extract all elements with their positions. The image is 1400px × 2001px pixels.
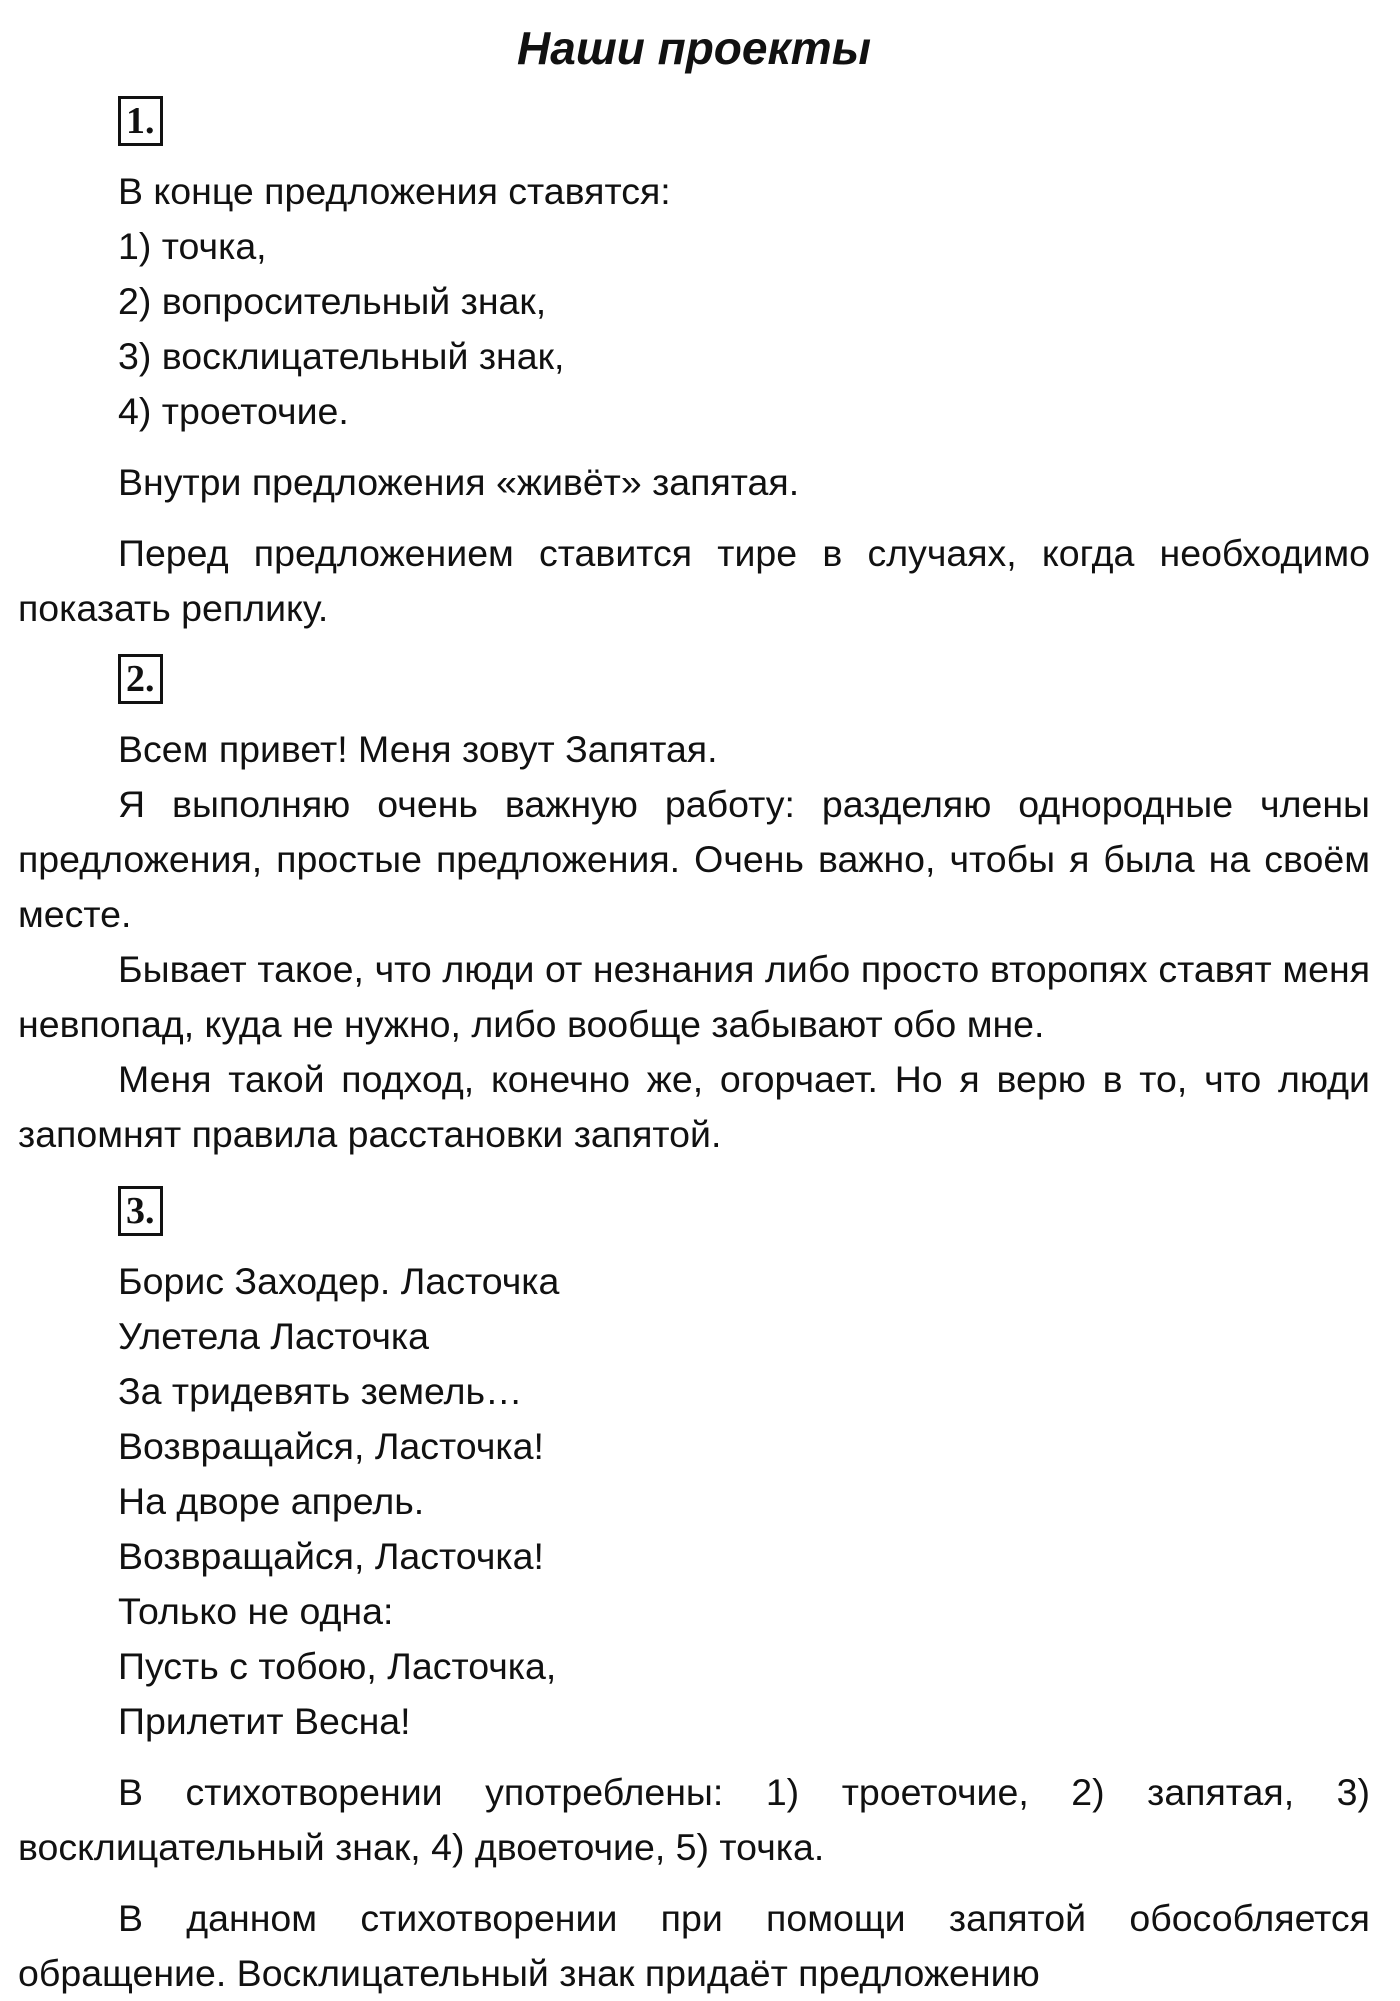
poem-line: Возвращайся, Ласточка!	[118, 1425, 544, 1467]
poem-line: Только не одна:	[118, 1590, 394, 1632]
poem-line: Возвращайся, Ласточка!	[118, 1535, 544, 1577]
section-number-badge: 2.	[118, 654, 163, 704]
body-paragraph: Меня такой подход, конечно же, огорчает. Но я верю в то, что люди запомнят правила расстановки запятой.	[18, 1058, 1370, 1155]
analysis-paragraph: В стихотворении употреблены: 1) троеточие, 2) запятая, 3) восклицательный знак, 4) двоеточие, 5) точка.	[18, 1771, 1370, 1868]
dash-note-paragraph: Перед предложением ставится тире в случаях, когда необходимо показать реплику.	[18, 532, 1370, 629]
greeting-line: Всем привет! Меня зовут Запятая.	[118, 728, 718, 770]
list-item: 2) вопросительный знак,	[118, 280, 547, 322]
poem-line: За тридевять земель…	[118, 1370, 523, 1412]
section-number-badge: 3.	[118, 1186, 163, 1236]
section-2-header	[18, 650, 1370, 708]
poem-line: Улетела Ласточка	[118, 1315, 429, 1357]
list-item: 1) точка,	[118, 225, 267, 267]
section-number-badge: 1.	[118, 96, 163, 146]
body-paragraph: Я выполняю очень важную работу: разделяю однородные члены предложения, простые предложения. Очень важно, чтобы я была на своём месте.	[18, 783, 1370, 935]
body-paragraph: Бывает такое, что люди от незнания либо просто второпях ставят меня невпопад, куда не нужно, либо вообще забывают обо мне.	[18, 948, 1370, 1045]
poem-line: Пусть с тобою, Ласточка,	[118, 1645, 557, 1687]
document-page	[18, 0, 1370, 2000]
list-intro: В конце предложения ставятся:	[118, 170, 671, 212]
inside-note: Внутри предложения «живёт» запятая.	[118, 461, 800, 503]
poem-line: Прилетит Весна!	[118, 1700, 411, 1742]
page-title: Наши проекты	[517, 22, 871, 74]
list-item: 4) троеточие.	[118, 390, 349, 432]
section-1-header	[18, 92, 1370, 150]
poem-title: Борис Заходер. Ласточка	[118, 1260, 560, 1302]
list-item: 3) восклицательный знак,	[118, 335, 565, 377]
poem-line: На дворе апрель.	[118, 1480, 425, 1522]
analysis-paragraph: В данном стихотворении при помощи запятой обособляется обращение. Восклицательный знак придаёт предложению	[18, 1897, 1370, 1994]
section-3-header	[18, 1182, 1370, 1240]
